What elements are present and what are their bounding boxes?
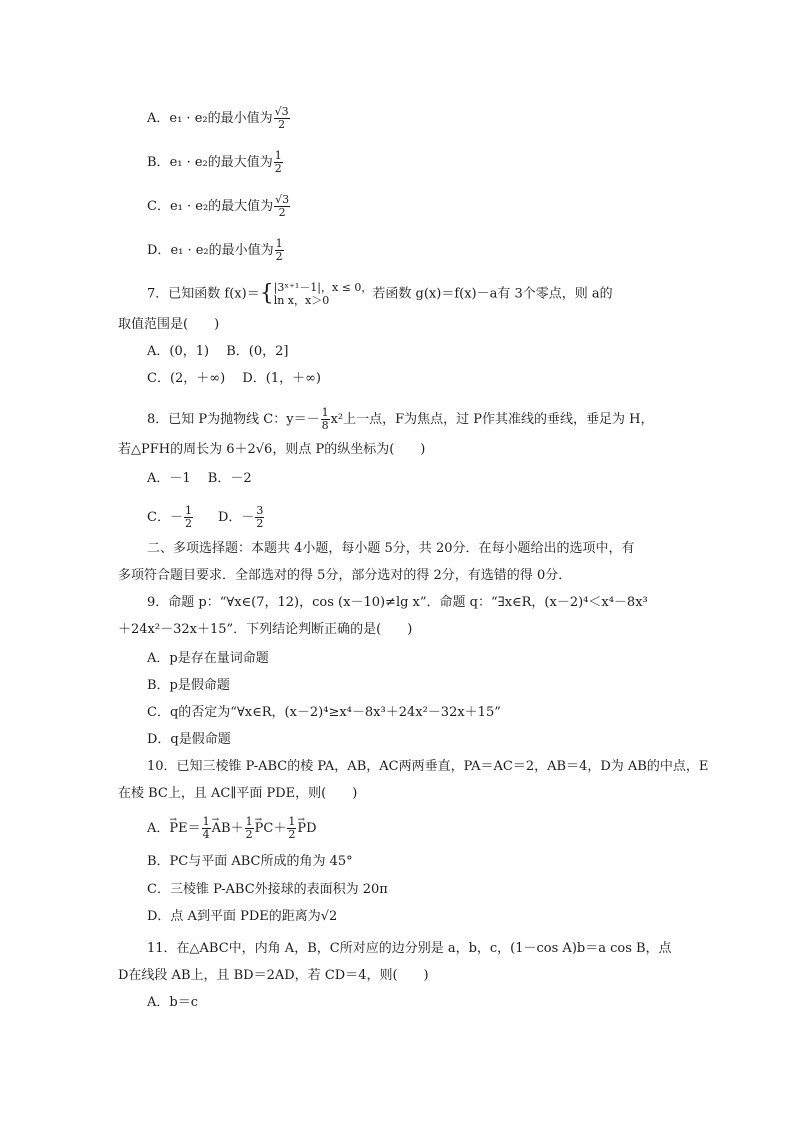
q7-stem <box>147 281 613 307</box>
fraction <box>274 194 290 219</box>
q11-stem: 11．在△ABC中，内角 A，B，C所对应的边分别是 a，b，c，(1－cos A)b＝a cos B，点 <box>147 941 672 956</box>
option-text: e₁ · e₂的最小值为 <box>169 111 273 126</box>
section2-heading-cont: 多项符合题目要求．全部选对的得 5分，部分选对的得 2分，有选错的得 0分． <box>118 568 572 583</box>
q8-stem-cont: 若△PFH的周长为 6＋2√6，则点 P的纵坐标为( ) <box>118 442 426 457</box>
option-text: e₁ · e₂的最大值为 <box>169 155 273 170</box>
plus-sign: ＋ <box>230 821 244 836</box>
vector-pd: → PD <box>297 820 316 838</box>
numerator: 1 <box>245 815 253 828</box>
fraction <box>245 816 254 841</box>
denominator: 2 <box>184 517 192 530</box>
numerator: 1 <box>275 237 283 250</box>
plus-sign: ＋ <box>273 821 287 836</box>
q10-option-d: D．点 A到平面 PDE的距离为√2 <box>147 909 338 924</box>
fraction <box>274 150 283 175</box>
fraction <box>321 407 330 432</box>
fraction <box>287 816 296 841</box>
denominator: 2 <box>275 250 283 263</box>
denominator: 2 <box>278 118 286 131</box>
option-label: A． <box>147 821 170 836</box>
denominator: 8 <box>321 419 329 432</box>
option-label: D．－ <box>217 510 255 525</box>
option-label: D． <box>147 243 171 258</box>
q6-option-c <box>147 194 291 219</box>
case-line: ln x，x＞0 <box>273 294 330 307</box>
vector-pc: → PC <box>255 820 274 838</box>
option-label: B． <box>147 155 170 170</box>
denominator: 2 <box>278 206 286 219</box>
denominator: 2 <box>245 828 253 841</box>
stem-text: 8．已知 P为抛物线 C：y＝－ <box>147 412 320 427</box>
q10-option-c: C．三棱锥 P-ABC外接球的表面积为 20π <box>147 882 388 897</box>
q7-options-cd: C．(2，＋∞) D．(1，＋∞) <box>147 371 321 386</box>
numerator: 1 <box>274 149 282 162</box>
numerator: 1 <box>202 815 210 828</box>
denominator: 2 <box>274 162 282 175</box>
q10-option-a <box>147 816 317 841</box>
fraction <box>184 505 193 530</box>
q9-option-d: D．q是假命题 <box>147 732 231 747</box>
fraction <box>275 238 284 263</box>
option-text: e₁ · e₂的最大值为 <box>169 199 274 214</box>
numerator: 1 <box>184 504 192 517</box>
q9-stem: 9．命题 p：“∀x∈(7，12)，cos (x－10)≠lg x”．命题 q：“∃x∈R，(x－2)⁴＜x⁴－8x³ <box>147 595 648 610</box>
q8-stem <box>147 407 654 432</box>
q7-options-ab: A．(0，1) B．(0，2] <box>147 344 289 359</box>
piecewise <box>274 281 373 307</box>
fraction <box>274 106 290 131</box>
option-label: C．－ <box>147 510 183 525</box>
numerator: √3 <box>275 193 290 206</box>
vector-pe: → PE <box>169 820 187 838</box>
numerator: √3 <box>274 105 289 118</box>
stem-text: 若函数 g(x)＝f(x)－a有 3个零点，则 a的 <box>372 286 613 302</box>
q8-options-cd <box>147 505 265 530</box>
q8-options-ab: A．－1 B．－2 <box>147 471 252 486</box>
q9-option-a: A．p是存在量词命题 <box>147 651 269 666</box>
fraction <box>255 505 264 530</box>
option-text: e₁ · e₂的最小值为 <box>170 243 274 258</box>
case-line: |3ˣ⁺¹－1|，x ≤ 0， <box>273 281 373 294</box>
q11-option-a: A．b＝c <box>147 995 198 1010</box>
q11-stem-cont: D在线段 AB上，且 BD＝2AD，若 CD＝4，则( ) <box>118 968 429 983</box>
numerator: 1 <box>321 406 329 419</box>
numerator: 3 <box>256 504 264 517</box>
q9-option-c: C．q的否定为“∀x∈R，(x－2)⁴≥x⁴－8x³＋24x²－32x＋15” <box>147 705 501 720</box>
q10-stem: 10．已知三棱锥 P-ABC的棱 PA，AB，AC两两垂直，PA＝AC＝2，AB＝4，D为 AB的中点，E <box>147 759 709 774</box>
option-label: C． <box>147 199 170 214</box>
q10-stem-cont: 在棱 BC上，且 AC∥平面 PDE，则( ) <box>118 786 358 801</box>
brace-icon: { <box>259 281 274 306</box>
q6-option-a <box>147 106 291 131</box>
stem-text: x²上一点，F为焦点，过 P作其准线的垂线，垂足为 H， <box>330 412 654 427</box>
q6-option-b <box>147 150 284 175</box>
stem-text: 7．已知函数 f(x)＝ <box>147 286 260 302</box>
vector-ab: → AB <box>212 820 231 838</box>
q9-option-b: B．p是假命题 <box>147 678 230 693</box>
denominator: 2 <box>288 828 296 841</box>
q6-option-d <box>147 238 285 263</box>
denominator: 2 <box>256 517 264 530</box>
section2-heading: 二、多项选择题：本题共 4小题，每小题 5分，共 20分．在每小题给出的选项中，有 <box>147 541 635 556</box>
option-label: A． <box>147 111 170 126</box>
q9-stem-cont: ＋24x²－32x＋15”．下列结论判断正确的是( ) <box>118 622 413 637</box>
q10-option-b: B．PC与平面 ABC所成的角为 45° <box>147 854 353 869</box>
q7-stem-cont: 取值范围是( ) <box>118 317 220 332</box>
denominator: 4 <box>202 828 210 841</box>
equals-sign: ＝ <box>187 821 201 836</box>
fraction <box>202 816 211 841</box>
numerator: 1 <box>288 815 296 828</box>
